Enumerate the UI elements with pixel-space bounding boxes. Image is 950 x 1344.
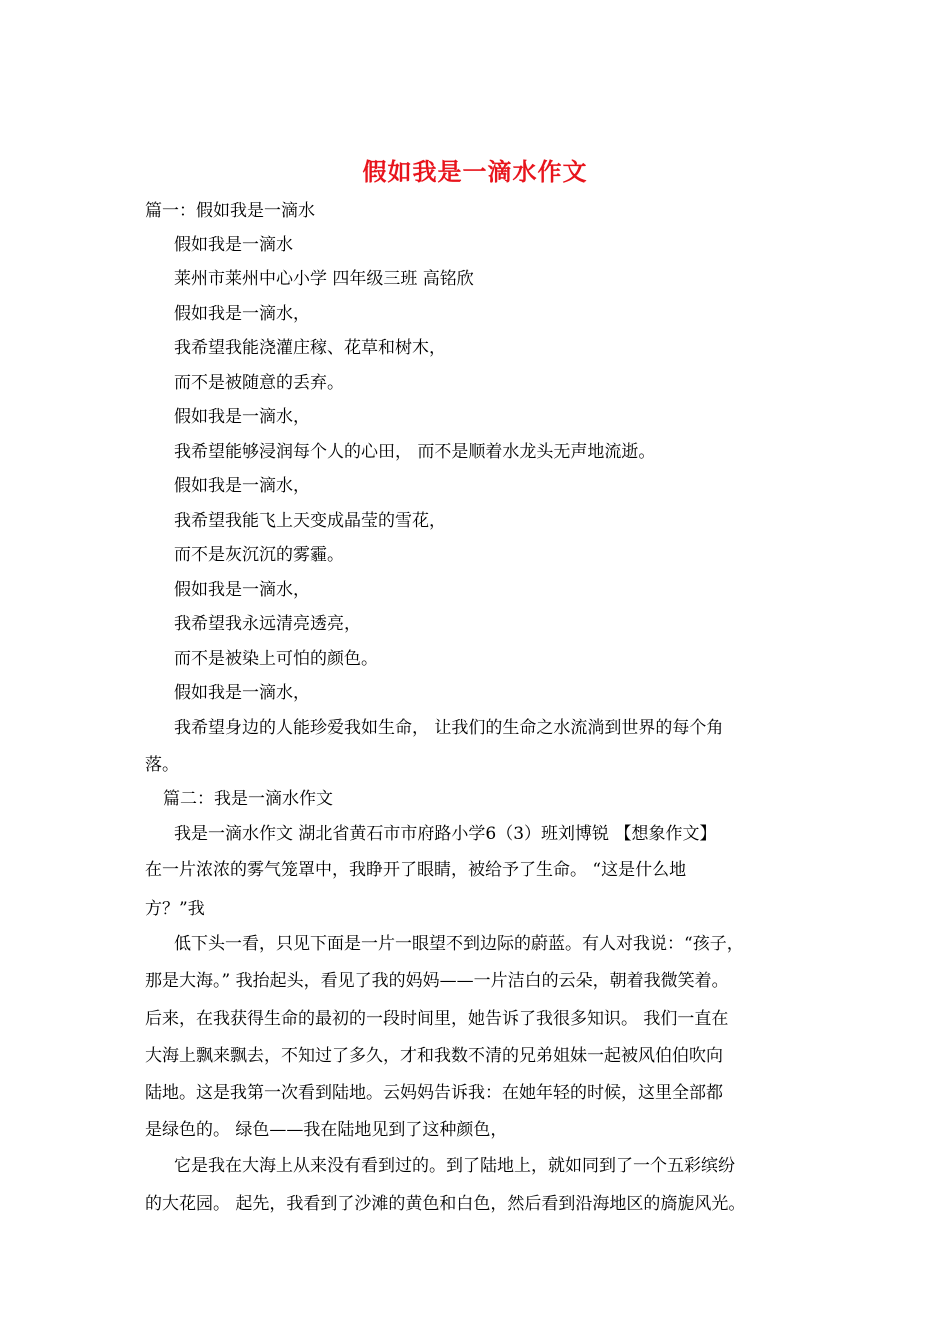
text-line: 而不是被随意的丢弃。 (174, 373, 344, 393)
text-line: 是绿色的。 绿色——我在陆地见到了这种颜色， (145, 1120, 508, 1140)
text-line: 后来，在我获得生命的最初的一段时间里，她告诉了我很多知识。 我们一直在 (145, 1009, 729, 1029)
section-heading-2: 篇二：我是一滴水作文 (163, 789, 333, 809)
poem-title: 假如我是一滴水 (174, 235, 293, 255)
text-line: 那是大海。” 我抬起头，看见了我的妈妈——一片洁白的云朵，朝着我微笑着。 (145, 971, 729, 991)
text-line: 我希望我永远清亮透亮， (174, 614, 361, 634)
text-line: 方？”我 (145, 899, 205, 919)
author-line: 莱州市莱州中心小学 四年级三班 高铭欣 (174, 269, 474, 289)
text-line: 陆地。这是我第一次看到陆地。云妈妈告诉我：在她年轻的时候，这里全部都 (145, 1083, 723, 1103)
text-line: 我希望我能浇灌庄稼、花草和树木， (174, 338, 446, 358)
text-line: 而不是被染上可怕的颜色。 (174, 649, 378, 669)
text-line: 在一片浓浓的雾气笼罩中，我睁开了眼睛，被给予了生命。 “这是什么地 (145, 860, 687, 880)
text-line: 的大花园。 起先，我看到了沙滩的黄色和白色，然后看到沿海地区的旖旎风光。 (145, 1194, 746, 1214)
document-title: 假如我是一滴水作文 (362, 157, 588, 186)
section-heading-1: 篇一：假如我是一滴水 (145, 201, 315, 221)
text-line: 低下头一看，只见下面是一片一眼望不到边际的蔚蓝。有人对我说：“孩子， (174, 934, 744, 954)
text-line: 我希望我能飞上天变成晶莹的雪花， (174, 511, 446, 531)
text-line: 而不是灰沉沉的雾霾。 (174, 545, 344, 565)
text-line: 它是我在大海上从来没有看到过的。到了陆地上，就如同到了一个五彩缤纷 (174, 1156, 735, 1176)
text-line: 假如我是一滴水， (174, 407, 310, 427)
text-line: 假如我是一滴水， (174, 304, 310, 324)
text-line: 假如我是一滴水， (174, 683, 310, 703)
essay-byline: 我是一滴水作文 湖北省黄石市市府路小学6（3）班刘博锐 【想象作文】 (174, 824, 717, 844)
text-line: 我希望身边的人能珍爱我如生命， 让我们的生命之水流淌到世界的每个角 (174, 718, 724, 738)
text-line: 大海上飘来飘去，不知过了多久，才和我数不清的兄弟姐妹一起被风伯伯吹向 (145, 1046, 723, 1066)
text-line: 落。 (145, 755, 179, 775)
text-line: 假如我是一滴水， (174, 580, 310, 600)
text-line: 假如我是一滴水， (174, 476, 310, 496)
text-line: 我希望能够浸润每个人的心田， 而不是顺着水龙头无声地流逝。 (174, 442, 656, 462)
